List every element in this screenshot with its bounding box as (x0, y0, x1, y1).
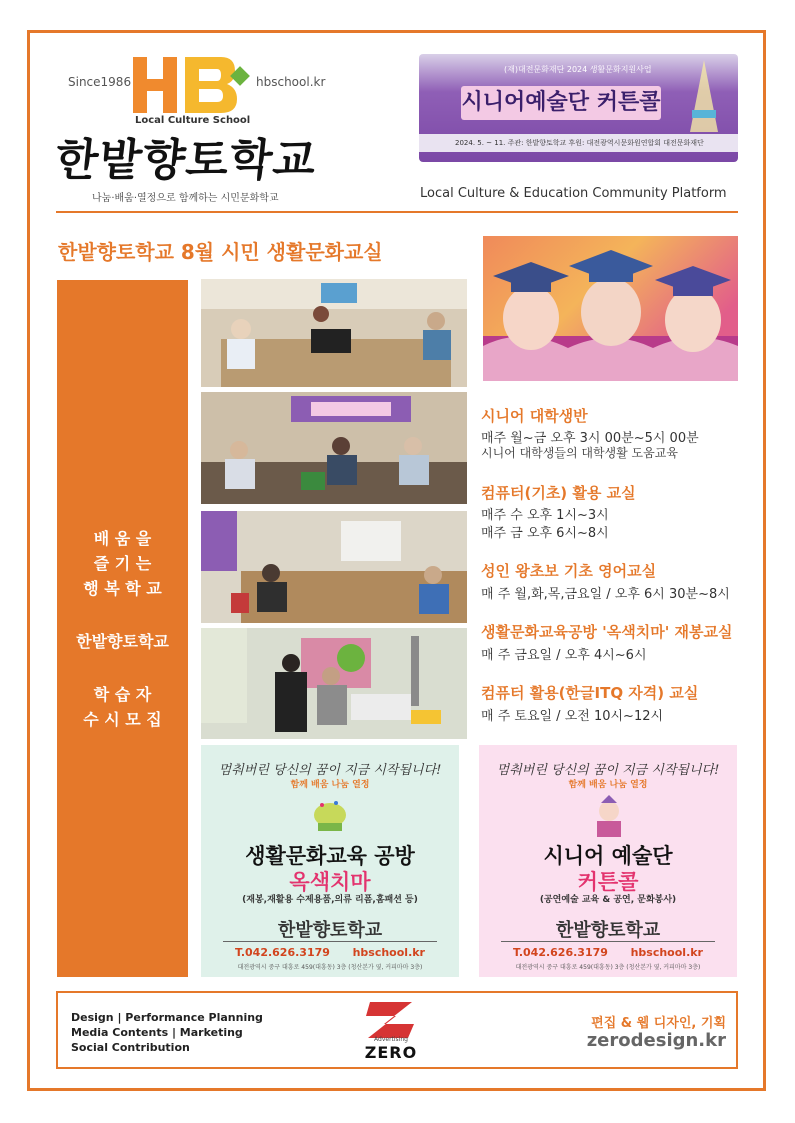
poster-divider (223, 941, 437, 942)
class-1-line-2: 시니어 대학생들의 대학생활 도움교육 (481, 446, 678, 460)
poster-tel: T.042.626.3179 (513, 946, 608, 959)
footer-services-3: Social Contribution (71, 1041, 190, 1054)
hb-logo (133, 55, 251, 115)
poster-name: 옥색치마 (289, 870, 371, 894)
class-5-line-1: 매 주 토요일 / 오전 10시~12시 (481, 709, 664, 724)
class-4-line-1: 매 주 금요일 / 오후 4시~6시 (481, 648, 647, 663)
footer-services-2: Media Contents | Marketing (71, 1026, 243, 1039)
poster-quote: 멈춰버린 당신의 꿈이 지금 시작됩니다! (496, 763, 720, 778)
graduate-face-2 (569, 250, 653, 346)
pincushion-icon (310, 797, 350, 835)
poster-brand: 한밭향토학교 (277, 920, 383, 941)
classroom-photo-2 (201, 392, 467, 504)
class-1-line-1: 매주 월~금 오후 3시 00분~5시 00분 (481, 431, 699, 446)
header-divider (56, 211, 738, 213)
side-text-2: 즐 기 는 (93, 554, 152, 573)
senior-graduates-illustration (483, 236, 738, 381)
poster-quote: 멈춰버린 당신의 꿈이 지금 시작됩니다! (218, 763, 442, 778)
footer-services-1: Design | Performance Planning (71, 1011, 263, 1024)
side-text-6: 수 시 모 집 (83, 710, 162, 729)
class-2-line-2: 매주 금 오후 6시~8시 (481, 526, 609, 541)
classroom-photo-1 (201, 279, 467, 387)
zero-design-logo (356, 998, 426, 1064)
logo-subtitle: Local Culture School (135, 115, 251, 126)
side-text-4: 한밭향토학교 (76, 632, 169, 651)
banner-subtitle: (재)대전문화재단 2024 생활문화지원사업 (504, 65, 652, 74)
poster-tel: T.042.626.3179 (235, 946, 330, 959)
footer-site: zerodesign.kr (586, 1030, 726, 1051)
sewing-class-photo (201, 628, 467, 739)
banner-footer: 2024. 5. ~ 11. 주관: 한밭향토학교 후원: 대전광역시문화원연합회 대전문화재단 (419, 134, 738, 152)
senior-performer-icon (591, 795, 627, 837)
curtain-call-banner-photo (419, 54, 738, 162)
tagline: 나눔·배움·열정으로 함께하는 시민문화학교 (92, 193, 279, 204)
class-title-4: 생활문화교육공방 '옥색치마' 재봉교실 (481, 623, 733, 641)
poster-site: hbschool.kr (352, 946, 425, 959)
class-title-5: 컴퓨터 활용(한글ITQ 자격) 교실 (481, 684, 699, 702)
class-3-line-1: 매 주 월,화,목,금요일 / 오후 6시 30분~8시 (481, 587, 730, 602)
poster-site: hbschool.kr (630, 946, 703, 959)
poster-detail: (재봉,재활용 수제용품,의류 리폼,홈패션 등) (242, 895, 418, 905)
classroom-photo-3 (201, 511, 467, 623)
poster-name: 커튼콜 (577, 870, 639, 894)
banner-title: 시니어예술단 커튼콜 (461, 86, 661, 120)
side-text-1: 배 움 을 (93, 529, 152, 548)
poster-divider (501, 941, 715, 942)
poster-slogan: 함께 배움 나눔 열정 (568, 780, 648, 790)
class-2-line-1: 매주 수 오후 1시~3시 (481, 508, 609, 523)
zero-logo-top: Advertising (374, 1036, 408, 1043)
class-title-3: 성인 왕초보 기초 영어교실 (481, 562, 657, 580)
since-label: Since1986 (68, 75, 132, 89)
brand-calligraphy: 한밭향토학교 (52, 135, 320, 186)
class-title-1: 시니어 대학생반 (481, 407, 588, 425)
site-url-top: hbschool.kr (256, 75, 326, 89)
poster-slogan: 함께 배움 나눔 열정 (290, 780, 370, 790)
poster-detail: (공연예술 교육 & 공연, 문화봉사) (539, 895, 677, 905)
poster-curtain-call (479, 745, 737, 977)
page-title: 한밭향토학교 8월 시민 생활문화교실 (58, 240, 383, 264)
footer-service-label: 편집 & 웹 디자인, 기획 (591, 1016, 726, 1031)
tower-icon (684, 60, 724, 132)
poster-title: 시니어 예술단 (543, 844, 673, 868)
poster-title: 생활문화교육 공방 (245, 844, 415, 868)
class-title-2: 컴퓨터(기초) 활용 교실 (481, 484, 636, 502)
poster-address: 대전광역시 중구 대흥로 459(대흥동) 3층 (청산본가 옆, 커피마마 3층) (237, 964, 423, 971)
side-text-3: 행 복 학 교 (83, 579, 162, 598)
zero-logo-word: ZERO (364, 1043, 418, 1062)
poster-oksaekchima (201, 745, 459, 977)
side-text-5: 학 습 자 (93, 685, 152, 704)
poster-brand: 한밭향토학교 (555, 920, 661, 941)
poster-address: 대전광역시 중구 대흥로 459(대흥동) 3층 (청산본가 옆, 커피마마 3층) (515, 964, 701, 971)
platform-caption: Local Culture & Education Community Platform (420, 186, 727, 201)
